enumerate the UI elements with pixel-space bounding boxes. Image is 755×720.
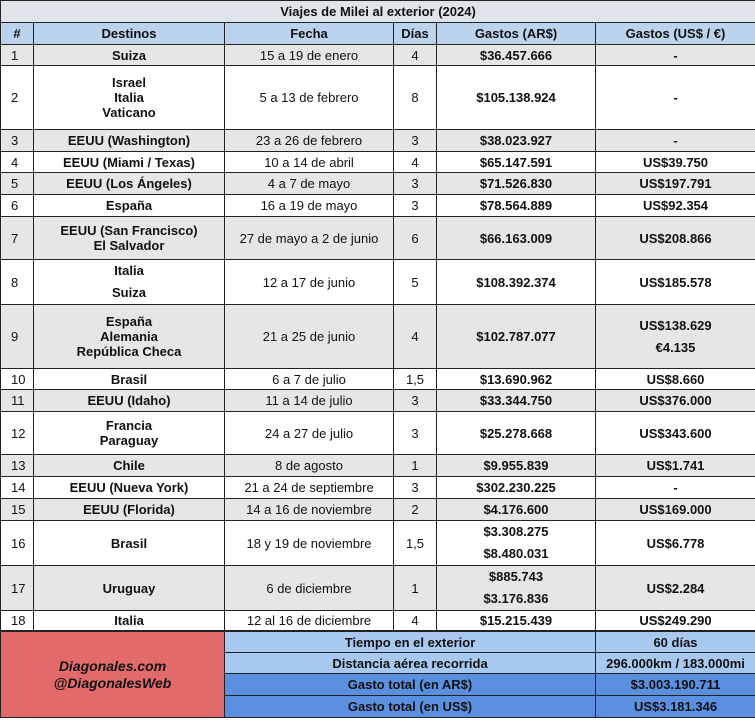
cell-ars-line: $3.176.836 [483, 591, 549, 606]
summary-label-time: Tiempo en el exterior [225, 632, 596, 653]
summary-label-total-usd: Gasto total (en US$) [225, 696, 596, 718]
table-title: Viajes de Milei al exterior (2024) [1, 1, 755, 23]
cell-destination [34, 566, 225, 611]
cell-days: 4 [394, 611, 437, 631]
cell-ars-line: $9.955.839 [483, 458, 549, 473]
cell-destination [34, 217, 225, 260]
cell-destination [34, 305, 225, 369]
cell-ars [437, 369, 596, 390]
table-row [1, 521, 755, 566]
cell-number: 10 [1, 369, 34, 390]
table-row [1, 217, 755, 260]
cell-destination [34, 152, 225, 173]
cell-usd-line: - [673, 90, 678, 105]
cell-usd [596, 45, 755, 66]
cell-destination [34, 521, 225, 566]
cell-number: 3 [1, 130, 34, 152]
cell-ars-line: $102.787.077 [476, 329, 556, 344]
table-row [1, 173, 755, 195]
cell-ars [437, 130, 596, 152]
cell-number: 16 [1, 521, 34, 566]
cell-usd [596, 66, 755, 130]
cell-number: 8 [1, 260, 34, 305]
cell-number: 17 [1, 566, 34, 611]
cell-days: 2 [394, 499, 437, 521]
cell-days: 1,5 [394, 521, 437, 566]
cell-usd [596, 260, 755, 305]
cell-destination-line: República Checa [76, 344, 182, 359]
cell-usd-line: US$39.750 [642, 154, 709, 170]
cell-ars-line: $105.138.924 [476, 90, 556, 105]
cell-usd-line: - [673, 480, 678, 495]
cell-ars-line: $25.278.668 [479, 425, 553, 441]
cell-days: 1 [394, 455, 437, 477]
cell-destination-line: Paraguay [99, 433, 159, 448]
cell-usd [596, 611, 755, 631]
cell-destination-line: Suiza [112, 285, 146, 300]
cell-ars-line: $8.480.031 [483, 546, 549, 561]
table-row [1, 455, 755, 477]
cell-number: 9 [1, 305, 34, 369]
cell-number: 6 [1, 195, 34, 217]
cell-destination [34, 412, 225, 455]
cell-usd [596, 412, 755, 455]
cell-usd [596, 369, 755, 390]
cell-usd [596, 195, 755, 217]
cell-number: 2 [1, 66, 34, 130]
cell-ars [437, 566, 596, 611]
cell-ars [437, 611, 596, 631]
cell-usd-line: US$249.290 [639, 613, 712, 628]
cell-days: 3 [394, 195, 437, 217]
cell-usd-line: US$185.578 [639, 274, 712, 290]
cell-destination-line: Italia [114, 613, 144, 628]
cell-days: 4 [394, 152, 437, 173]
cell-ars [437, 455, 596, 477]
cell-ars-line: $302.230.225 [476, 480, 556, 495]
cell-date: 4 a 7 de mayo [225, 173, 394, 195]
cell-destination [34, 260, 225, 305]
cell-usd [596, 499, 755, 521]
cell-date: 24 a 27 de julio [225, 412, 394, 455]
cell-ars [437, 45, 596, 66]
cell-days: 6 [394, 217, 437, 260]
cell-days: 1,5 [394, 369, 437, 390]
table-row [1, 260, 755, 305]
cell-date: 12 al 16 de diciembre [225, 611, 394, 631]
cell-destination-line: Francia [105, 418, 153, 433]
table-row [1, 195, 755, 217]
cell-date: 6 de diciembre [225, 566, 394, 611]
cell-days: 3 [394, 130, 437, 152]
cell-usd-line: US$343.600 [639, 425, 712, 441]
cell-destination-line: EEUU (Washington) [67, 133, 191, 148]
cell-destination [34, 455, 225, 477]
cell-date: 5 a 13 de febrero [225, 66, 394, 130]
cell-destination-line: EEUU (Florida) [83, 502, 175, 517]
cell-date: 15 a 19 de enero [225, 45, 394, 66]
cell-destination-line: Vaticano [102, 105, 156, 120]
cell-ars-line: $78.564.889 [479, 198, 553, 213]
cell-date: 14 a 16 de noviembre [225, 499, 394, 521]
cell-destination [34, 195, 225, 217]
cell-usd-line: €4.135 [655, 339, 696, 355]
cell-number: 15 [1, 499, 34, 521]
cell-usd-line: US$1.741 [646, 458, 705, 473]
table-row [1, 66, 755, 130]
summary-footer [0, 631, 755, 718]
cell-ars-line: $15.215.439 [479, 613, 553, 628]
cell-ars-line: $33.344.750 [479, 393, 553, 408]
cell-destination-line: Italia [114, 90, 144, 105]
cell-days: 3 [394, 477, 437, 499]
summary-label-total-ars: Gasto total (en AR$) [225, 674, 596, 696]
cell-usd-line: US$208.866 [639, 230, 712, 246]
cell-days: 8 [394, 66, 437, 130]
cell-destination-line: El Salvador [93, 238, 165, 253]
cell-number: 18 [1, 611, 34, 631]
table-row [1, 45, 755, 66]
cell-ars-line: $3.308.275 [483, 524, 549, 539]
cell-ars-line: $13.690.962 [479, 371, 553, 387]
table-row [1, 305, 755, 369]
table-row [1, 499, 755, 521]
cell-ars [437, 66, 596, 130]
summary-value-total-usd: US$3.181.346 [596, 696, 755, 718]
table-row [1, 130, 755, 152]
cell-usd-line: US$376.000 [639, 393, 712, 408]
cell-usd-line: US$92.354 [642, 198, 709, 213]
cell-usd-line: US$138.629 [639, 317, 712, 333]
cell-ars [437, 499, 596, 521]
cell-number: 14 [1, 477, 34, 499]
cell-date: 11 a 14 de julio [225, 390, 394, 412]
cell-usd-line: - [673, 133, 678, 148]
cell-usd [596, 152, 755, 173]
cell-ars-line: $38.023.927 [479, 133, 553, 148]
summary-value-time: 60 días [596, 632, 755, 653]
table-row [1, 477, 755, 499]
cell-ars [437, 477, 596, 499]
cell-usd-line: US$169.000 [639, 502, 712, 517]
cell-usd [596, 566, 755, 611]
cell-destination-line: EEUU (Los Ángeles) [66, 176, 192, 191]
cell-days: 5 [394, 260, 437, 305]
cell-destination [34, 390, 225, 412]
cell-destination-line: Alemania [100, 329, 158, 344]
table-row [1, 412, 755, 455]
cell-destination-line: Brasil [110, 371, 148, 387]
cell-ars-line: $885.743 [488, 569, 544, 584]
brand-handle: @DiagonalesWeb [53, 674, 172, 691]
cell-ars [437, 412, 596, 455]
cell-destination-line: Uruguay [102, 580, 156, 596]
cell-date: 6 a 7 de julio [225, 369, 394, 390]
header-expenses-ars: Gastos (AR$) [437, 23, 596, 45]
cell-ars-line: $36.457.666 [479, 47, 553, 63]
cell-destination [34, 45, 225, 66]
cell-number: 4 [1, 152, 34, 173]
cell-destination [34, 611, 225, 631]
cell-destination-line: Israel [112, 75, 146, 90]
summary-value-distance: 296.000km / 183.000mi [596, 653, 755, 674]
cell-ars-line: $71.526.830 [479, 176, 553, 191]
cell-destination-line: EEUU (Idaho) [87, 393, 171, 408]
cell-ars [437, 152, 596, 173]
cell-destination-line: EEUU (Miami / Texas) [63, 154, 195, 170]
cell-days: 4 [394, 305, 437, 369]
cell-date: 21 a 24 de septiembre [225, 477, 394, 499]
cell-ars-line: $65.147.591 [479, 154, 553, 170]
summary-value-total-ars: $3.003.190.711 [596, 674, 755, 696]
cell-number: 1 [1, 45, 34, 66]
cell-number: 11 [1, 390, 34, 412]
table-row [1, 390, 755, 412]
cell-ars-line: $4.176.600 [483, 502, 549, 517]
cell-usd [596, 390, 755, 412]
header-destinations: Destinos [34, 23, 225, 45]
cell-ars-line: $66.163.009 [479, 230, 553, 246]
cell-days: 1 [394, 566, 437, 611]
cell-ars [437, 390, 596, 412]
cell-usd-line: US$8.660 [646, 371, 705, 387]
cell-usd [596, 305, 755, 369]
cell-destination-line: EEUU (Nueva York) [69, 480, 189, 495]
cell-destination-line: Chile [113, 458, 145, 473]
cell-destination-line: España [105, 198, 153, 213]
cell-ars [437, 195, 596, 217]
cell-days: 3 [394, 390, 437, 412]
header-date: Fecha [225, 23, 394, 45]
cell-date: 18 y 19 de noviembre [225, 521, 394, 566]
cell-date: 12 a 17 de junio [225, 260, 394, 305]
table-row [1, 152, 755, 173]
cell-days: 3 [394, 173, 437, 195]
cell-date: 10 a 14 de abril [225, 152, 394, 173]
cell-ars [437, 305, 596, 369]
cell-usd [596, 477, 755, 499]
header-expenses-usd: Gastos (US$ / €) [596, 23, 755, 45]
brand-block [1, 632, 225, 718]
cell-usd [596, 217, 755, 260]
cell-ars [437, 521, 596, 566]
cell-ars-line: $108.392.374 [476, 274, 556, 290]
cell-usd [596, 173, 755, 195]
cell-date: 8 de agosto [225, 455, 394, 477]
cell-days: 3 [394, 412, 437, 455]
cell-destination [34, 369, 225, 390]
cell-usd-line: US$2.284 [646, 580, 705, 596]
cell-destination [34, 477, 225, 499]
table-row [1, 369, 755, 390]
cell-destination [34, 173, 225, 195]
cell-ars [437, 173, 596, 195]
cell-ars [437, 217, 596, 260]
cell-destination-line: España [105, 314, 153, 329]
cell-date: 23 a 26 de febrero [225, 130, 394, 152]
table-row [1, 566, 755, 611]
cell-usd [596, 130, 755, 152]
brand-site: Diagonales.com [58, 657, 167, 674]
cell-number: 13 [1, 455, 34, 477]
cell-destination [34, 130, 225, 152]
cell-destination [34, 499, 225, 521]
cell-destination-line: EEUU (San Francisco) [60, 223, 198, 238]
cell-usd [596, 455, 755, 477]
cell-date: 21 a 25 de junio [225, 305, 394, 369]
header-number: # [1, 23, 34, 45]
cell-usd-line: - [673, 47, 678, 63]
cell-number: 12 [1, 412, 34, 455]
cell-destination-line: Brasil [110, 535, 148, 551]
cell-number: 7 [1, 217, 34, 260]
cell-destination [34, 66, 225, 130]
cell-usd [596, 521, 755, 566]
cell-date: 16 a 19 de mayo [225, 195, 394, 217]
summary-label-distance: Distancia aérea recorrida [225, 653, 596, 674]
cell-date: 27 de mayo a 2 de junio [225, 217, 394, 260]
cell-ars [437, 260, 596, 305]
table-row [1, 611, 755, 631]
header-days: Días [394, 23, 437, 45]
cell-number: 5 [1, 173, 34, 195]
cell-usd-line: US$6.778 [646, 535, 705, 551]
cell-destination-line: Italia [114, 263, 144, 278]
cell-usd-line: US$197.791 [639, 176, 712, 191]
table-body [1, 45, 755, 631]
cell-days: 4 [394, 45, 437, 66]
cell-destination-line: Suiza [112, 47, 146, 63]
